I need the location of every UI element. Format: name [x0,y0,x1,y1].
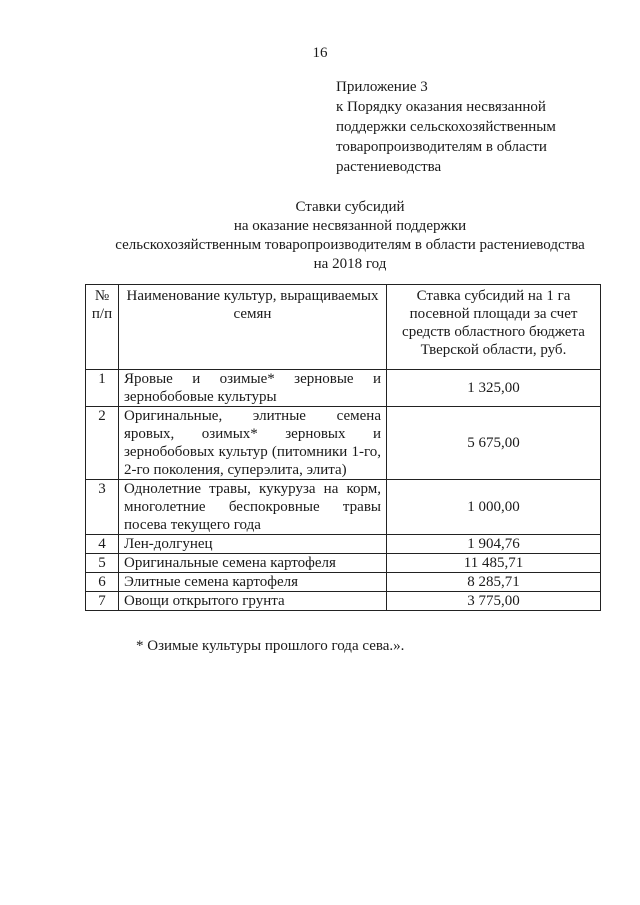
table-row [86,407,601,480]
table-row [86,370,601,407]
row-rate: 1 000,00 [387,480,601,535]
table-row [86,592,601,611]
row-crop-name: Яровые и озимые* зерновые и зернобобовые культуры [119,370,387,407]
document-title [60,198,640,274]
row-number: 3 [86,480,119,535]
row-number: 5 [86,554,119,573]
subsidy-rates-table [85,284,601,611]
footnote: * Озимые культуры прошлого года сева.». [136,638,405,654]
row-number: 4 [86,535,119,554]
header-crop-name: Наименование культур, выращиваемых семян [119,285,387,370]
row-rate: 3 775,00 [387,592,601,611]
appendix-line: поддержки сельскохозяйственным [336,119,556,135]
row-rate: 5 675,00 [387,407,601,480]
title-line: на 2018 год [313,256,387,272]
appendix-note [336,77,556,177]
table-row [86,573,601,592]
appendix-line: растениеводства [336,159,442,175]
appendix-line: товаропроизводителям в области [336,139,547,155]
row-crop-name: Оригинальные, элитные семена яровых, озимых* зерновых и зернобобовых культур (питомники 1-го, 2-го поколения, суперэлита, элита) [119,407,387,480]
row-number: 2 [86,407,119,480]
row-crop-name: Элитные семена картофеля [119,573,387,592]
row-rate: 8 285,71 [387,573,601,592]
table-header-row [86,285,601,370]
header-subsidy-rate: Ставка субсидий на 1 га посевной площади за счет средств областного бюджета Тверской области, руб. [387,285,601,370]
row-crop-name: Оригинальные семена картофеля [119,554,387,573]
row-number: 6 [86,573,119,592]
row-number: 1 [86,370,119,407]
row-crop-name: Лен-долгунец [119,535,387,554]
row-rate: 11 485,71 [387,554,601,573]
page-number: 16 [312,45,328,61]
title-line: на оказание несвязанной поддержки [233,218,467,234]
table-row [86,535,601,554]
title-line: Ставки субсидий [295,199,405,215]
row-crop-name: Овощи открытого грунта [119,592,387,611]
appendix-line: Приложение 3 [336,79,428,95]
table-row [86,480,601,535]
row-number: 7 [86,592,119,611]
row-crop-name: Однолетние травы, кукуруза на корм, многолетние беспокровные травы посева текущего года [119,480,387,535]
appendix-line: к Порядку оказания несвязанной [336,99,546,115]
row-rate: 1 325,00 [387,370,601,407]
title-line: сельскохозяйственным товаропроизводителям в области растениеводства [115,237,585,253]
row-rate: 1 904,76 [387,535,601,554]
table-row [86,554,601,573]
header-number: № п/п [86,285,119,370]
